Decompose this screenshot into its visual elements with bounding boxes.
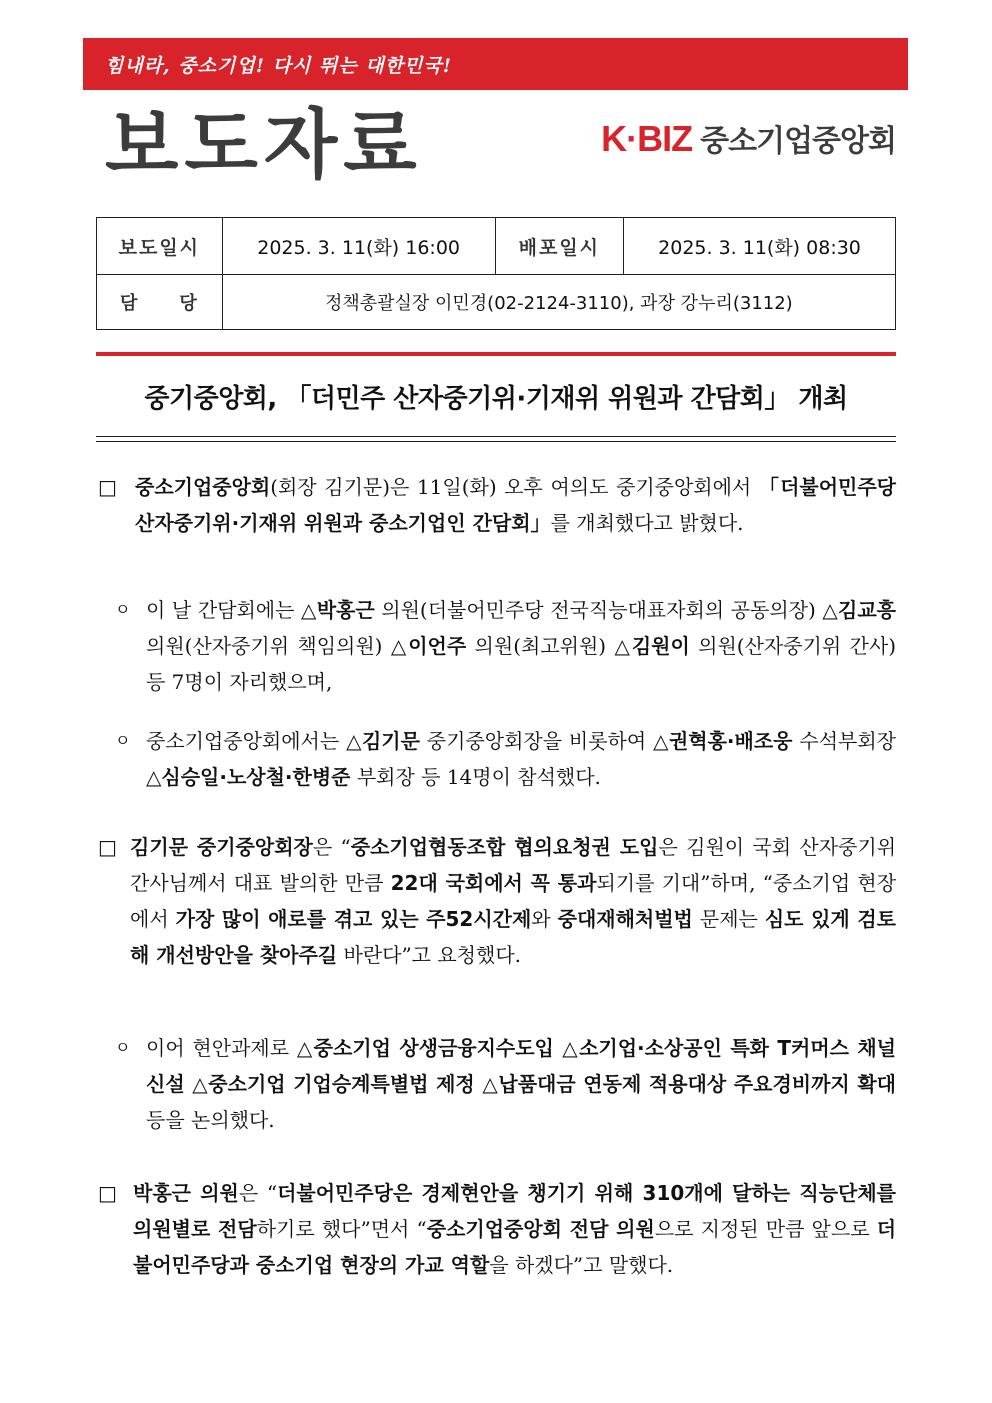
release-date-value: 2025. 3. 11(화) 16:00 xyxy=(222,218,495,275)
logo-mark: K·BIZ xyxy=(601,118,693,159)
square-bullet: □ xyxy=(98,1181,117,1205)
p1b-bold-2: 권혁홍·배조웅 xyxy=(668,729,793,753)
release-date-label: 보도일시 xyxy=(97,218,223,275)
distribute-date-value: 2025. 3. 11(화) 08:30 xyxy=(624,218,896,275)
p2-text-5: 문제는 xyxy=(692,907,765,931)
p2-bold-2: 중소기업협동조합 협의요청권 도입 xyxy=(350,835,659,859)
paragraph-2a xyxy=(115,1030,896,1138)
p1b-text-2: 중기중앙회장을 비롯하여 △ xyxy=(419,729,669,753)
p2a-text-2: 등을 논의했다. xyxy=(146,1108,275,1132)
p3-text-3: 으로 지정된 만큼 앞으로 xyxy=(654,1217,877,1241)
p2-bold-6: 심도 있게 검토해 개선방안을 찾아주길 xyxy=(130,907,896,967)
paragraph-2 xyxy=(98,829,897,973)
p2-bold-3: 22대 국회에서 꼭 통과 xyxy=(390,871,597,895)
p3-bold-1: 박홍근 의원 xyxy=(133,1181,239,1205)
p1a-text-2: 의원(더불어민주당 전국직능대표자회의 공동의장) △ xyxy=(374,598,839,622)
p1b-text-4: 부회장 등 14명이 참석했다. xyxy=(350,765,601,789)
p1-text-1: (회장 김기문)은 11일(화) 오후 여의도 중기중앙회에서 xyxy=(270,475,759,499)
p2a-text-1: 이어 현안과제로 xyxy=(146,1036,297,1060)
square-bullet: □ xyxy=(98,835,117,859)
slogan-banner xyxy=(83,38,908,90)
p1b-bold-1: 김기문 xyxy=(361,729,420,753)
p1a-bold-4: 김원이 xyxy=(631,634,690,658)
p3-bold-2: 더불어민주당은 경제현안을 챙기기 위해 310개에 달하는 직능단체를 의원별로 전담 xyxy=(133,1181,896,1241)
p2-text-3: 되기를 기대”하며, “중소기업 현장에서 xyxy=(130,871,897,931)
p1a-bold-2: 김교흥 xyxy=(838,598,896,622)
p3-text-4: 을 하겠다”고 말했다. xyxy=(489,1253,674,1277)
p2-text-1: 은 “ xyxy=(312,835,351,859)
p2-bold-5: 중대재해처벌법 xyxy=(557,907,693,931)
paragraph-1b xyxy=(115,723,896,795)
red-divider xyxy=(96,352,896,356)
p2-text-6: 바란다”고 요청했다. xyxy=(337,943,521,967)
p1a-text-1: 이 날 간담회에는 △ xyxy=(146,598,317,622)
p1b-text-3: 수석부회장 △ xyxy=(146,729,896,789)
circle-bullet: ㅇ xyxy=(115,1038,131,1057)
logo-name: 중소기업중앙회 xyxy=(700,124,896,159)
p1b-bold-3: 심승일·노상철·한병준 xyxy=(161,765,351,789)
slogan-text: 힘내라, 중소기업! 다시 뛰는 대한민국! xyxy=(105,55,453,77)
double-divider xyxy=(96,436,896,442)
p1-bold-1: 중소기업중앙회 xyxy=(135,475,271,499)
p1a-text-3: 의원(산자중기위 책임의원) △ xyxy=(146,634,409,658)
p1a-bold-1: 박홍근 xyxy=(316,598,375,622)
p1a-text-4: 의원(최고위원) △ xyxy=(466,634,632,658)
p2-bold-4: 가장 많이 애로를 겪고 있는 주52시간제 xyxy=(175,907,532,931)
square-bullet: □ xyxy=(98,475,117,499)
paragraph-1a xyxy=(115,592,896,700)
p1-text-2: 를 개최했다고 밝혔다. xyxy=(550,511,744,535)
circle-bullet: ㅇ xyxy=(115,600,131,619)
p2-text-2: 은 김원이 국회 산자중기위 간사님께서 대표 발의한 만큼 xyxy=(130,835,897,895)
p3-text-2: 하기로 했다”면서 “ xyxy=(256,1217,427,1241)
release-info-table xyxy=(96,217,896,330)
kbiz-logo xyxy=(601,116,896,160)
p3-text-1: 은 “ xyxy=(238,1181,278,1205)
p3-bold-3: 중소기업중앙회 전담 의원 xyxy=(426,1217,655,1241)
p1a-text-5: 의원(산자중기위 간사) 등 7명이 자리했으며, xyxy=(146,634,896,694)
contact-value: 정책총괄실장 이민경(02-2124-3110), 과장 강누리(3112) xyxy=(222,275,895,330)
p3-bold-4: 더불어민주당과 중소기업 현장의 가교 역할 xyxy=(133,1217,897,1277)
p1-bold-2: 「더불어민주당 산자중기위·기재위 위원과 중소기업인 간담회」 xyxy=(135,475,896,535)
p2-bold-1: 김기문 중기중앙회장 xyxy=(130,835,313,859)
circle-bullet: ㅇ xyxy=(115,731,131,750)
p2a-bold-1: △중소기업 상생금융지수도입 △소기업·소상공인 특화 T커머스 채널 신설 △중소기업 기업승계특별법 제정 △납품대금 연동제 적용대상 주요경비까지 확대 xyxy=(146,1036,896,1096)
headline: 중기중앙회, 「더민주 산자중기위·기재위 위원과 간담회」 개최 xyxy=(144,384,848,414)
distribute-date-label: 배포일시 xyxy=(495,218,623,275)
p2-text-4: 와 xyxy=(531,907,558,931)
paragraph-1 xyxy=(98,469,896,541)
p1a-bold-3: 이언주 xyxy=(408,634,467,658)
p1b-text-1: 중소기업중앙회에서는 △ xyxy=(146,729,362,753)
paragraph-3 xyxy=(98,1175,897,1283)
contact-label: 담 당 xyxy=(97,275,223,330)
document-title: 보도자료 xyxy=(105,100,423,189)
